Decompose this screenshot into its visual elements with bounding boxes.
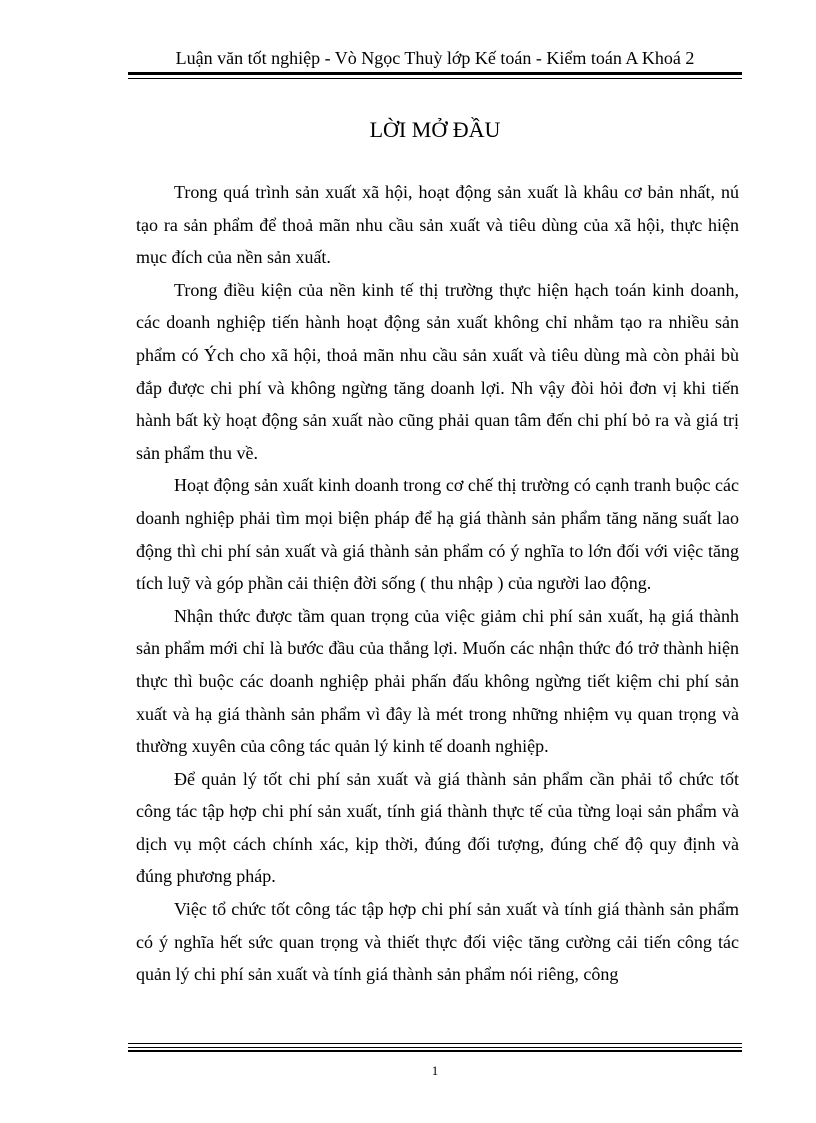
paragraph-3: Hoạt động sản xuất kinh doanh trong cơ chế thị trường có cạnh tranh buộc các doanh nghiệp phải tìm mọi biện pháp để hạ giá thành sản phẩm tăng năng suất lao động thì chi phí sản xuất và giá thành sản phẩm có ý nghĩa to lớn đối với việc tăng tích luỹ và góp phần cải thiện đời sống ( thu nhập ) của người lao động.: [136, 475, 739, 594]
page-number: 1: [431, 1063, 439, 1078]
running-header: Luận văn tốt nghiệp - Vò Ngọc Thuỳ lớp Kế toán - Kiểm toán A Khoá 2: [175, 48, 695, 68]
footer-thick-rule: [128, 1050, 742, 1052]
paragraph-1: Trong quá trình sản xuất xã hội, hoạt động sản xuất là khâu cơ bản nhất, nú tạo ra sản phẩm để thoả mãn nhu cầu sản xuất và tiêu dùng của xã hội, thực hiện mục đích của nền sản xuất.: [136, 182, 739, 268]
paragraph-6: Việc tổ chức tốt công tác tập hợp chi phí sản xuất và tính giá thành sản phẩm có ý nghĩa hết sức quan trọng và thiết thực đối việc tăng cường cải tiến công tác quản lý chi phí sản xuất và tính giá thành sản phẩm nói riêng, công: [136, 899, 739, 985]
header-double-rule: [128, 72, 742, 79]
paragraph-2: Trong điều kiện của nền kinh tế thị trường thực hiện hạch toán kinh doanh, các doanh nghiệp tiến hành hoạt động sản xuất không chỉ nhằm tạo ra nhiều sản phẩm có Ých cho xã hội, thoả mãn nhu cầu sản xuất và tiêu dùng mà còn phải bù đắp được chi phí và không ngừng tăng doanh lợi. Nh vậy đòi hỏi đơn vị khi tiến hành bất kỳ hoạt động sản xuất nào cũng phải quan tâm đến chi phí bỏ ra và giá trị sản phẩm thu về.: [136, 279, 739, 463]
document-title: LỜI MỞ ĐẦU: [369, 117, 501, 142]
footer-double-rule: [128, 1043, 742, 1048]
paragraph-4: Nhận thức được tầm quan trọng của việc giảm chi phí sản xuất, hạ giá thành sản phẩm mới chỉ là bước đầu của thắng lợi. Muốn các nhận thức đó trở thành hiện thực thì buộc các doanh nghiệp phải phấn đấu không ngừng tiết kiệm chi phí sản xuất và hạ giá thành sản phẩm vì đây là mét trong những nhiệm vụ quan trọng và thường xuyên của công tác quản lý kinh tế doanh nghiệp.: [136, 605, 739, 757]
body-text: [136, 176, 739, 991]
paragraph-5: Để quản lý tốt chi phí sản xuất và giá thành sản phẩm cần phải tổ chức tốt công tác tập hợp chi phí sản xuất, tính giá thành thực tế của từng loại sản phẩm và dịch vụ một cách chính xác, kịp thời, đúng đối tượng, đúng chế độ quy định và đúng phương pháp.: [136, 768, 739, 887]
